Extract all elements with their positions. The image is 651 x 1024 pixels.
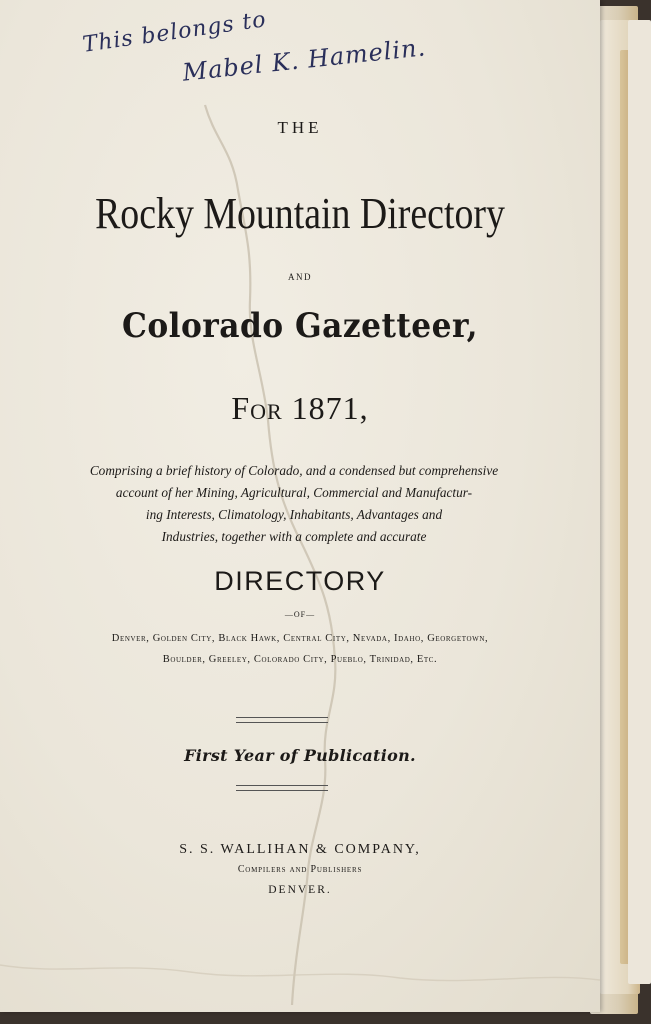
publisher-name: S. S. WALLIHAN & COMPANY, — [179, 842, 421, 857]
edition-note: First Year of Publication. — [184, 746, 416, 765]
double-rule-bottom — [236, 785, 328, 791]
inscription-line-1: This belongs to — [81, 7, 269, 58]
back-page-edge — [628, 20, 651, 984]
of-divider: —OF— — [284, 610, 316, 619]
article-the: THE — [277, 118, 323, 137]
description-line: Industries, together with a complete and accurate — [161, 529, 427, 544]
inscription-line-2: Mabel K. Hamelin. — [181, 33, 428, 87]
conjunction-and: AND — [288, 272, 312, 282]
handwritten-inscription — [81, 7, 502, 104]
subtitle-gazetteer: Colorado Gazetteer, — [121, 306, 479, 346]
description-line: account of her Mining, Agricultural, Commercial and Manufactur- — [115, 485, 473, 500]
city-list-line: Denver, Golden City, Black Hawk, Central City, Nevada, Idaho, Georgetown, — [111, 633, 489, 644]
description-paragraph — [64, 460, 524, 548]
publisher-city: DENVER. — [268, 884, 332, 896]
main-title: Rocky Mountain Directory — [95, 189, 505, 238]
city-list-line: Boulder, Greeley, Colorado City, Pueblo, Trinidad, Etc. — [162, 654, 438, 665]
description-line: ing Interests, Climatology, Inhabitants, Advantages and — [145, 507, 443, 522]
description-line: Comprising a brief history of Colorado, and a condensed but comprehensive — [89, 463, 499, 478]
directory-heading: DIRECTORY — [214, 566, 386, 596]
publisher-role: Compilers and Publishers — [237, 864, 363, 875]
double-rule-top — [236, 717, 328, 723]
edition-year: For 1871, — [231, 390, 369, 426]
city-list — [40, 628, 560, 670]
